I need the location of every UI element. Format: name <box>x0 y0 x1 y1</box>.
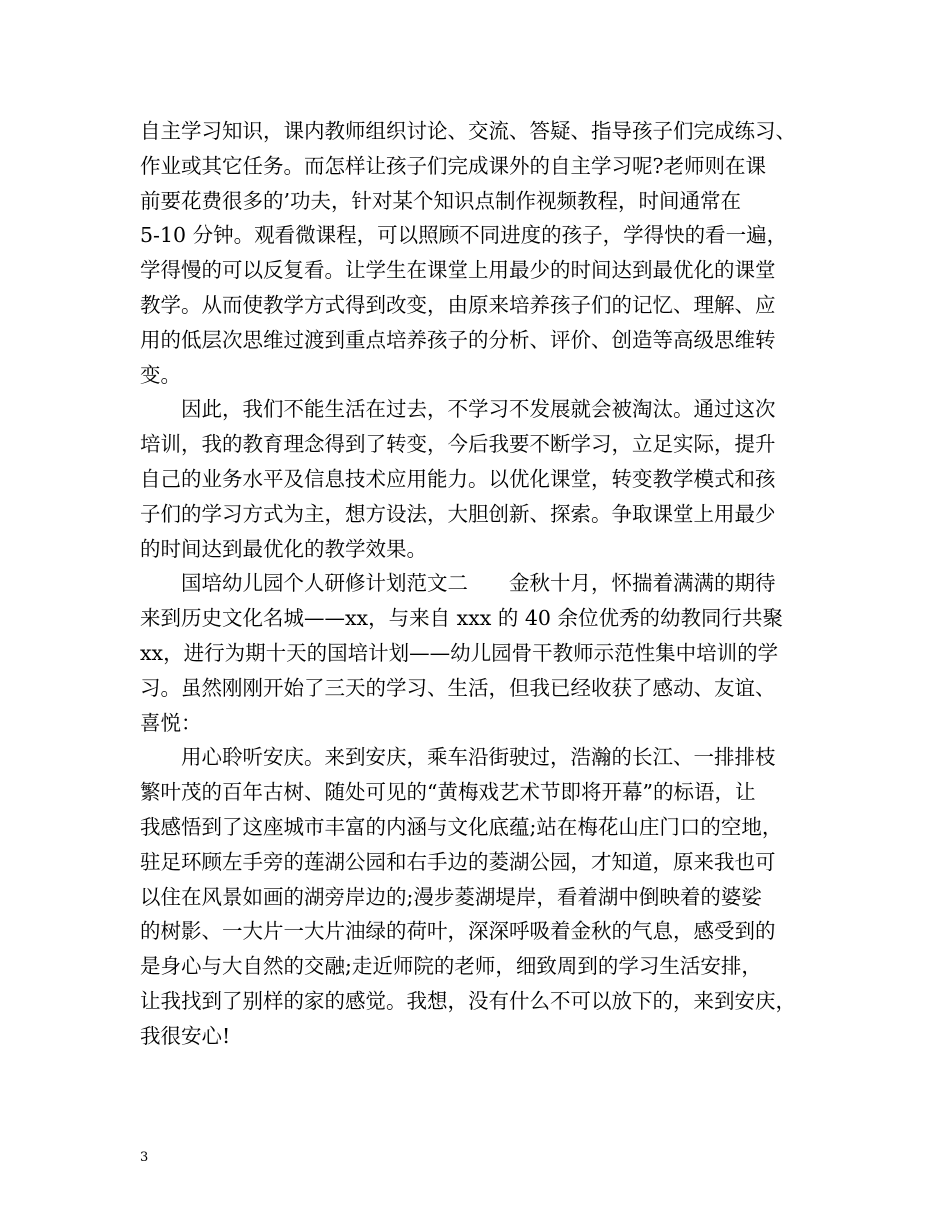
text-line: xx，进行为期十天的国培计划——幼儿园骨干教师示范性集中培训的学 <box>140 640 779 665</box>
text-line: 作业或其它任务。而怎样让孩子们完成课外的自主学习呢?老师则在课 <box>140 153 766 178</box>
text-line: 驻足环顾左手旁的莲湖公园和右手边的菱湖公园，才知道，原来我也可 <box>140 849 776 874</box>
text-line: 变。 <box>140 362 181 387</box>
text-line: 子们的学习方式为主，想方设法，大胆创新、探索。争取课堂上用最少 <box>140 501 776 526</box>
text-line: 培训，我的教育理念得到了转变，今后我要不断学习，立足实际，提升 <box>140 432 776 457</box>
text-line: 自主学习知识，课内教师组织讨论、交流、答疑、指导孩子们完成练习、 <box>140 119 796 143</box>
text-line: 的时间达到最优化的教学效果。 <box>140 536 427 561</box>
page-number: 3 <box>140 1150 149 1165</box>
text-line: 用的低层次思维过渡到重点培养孩子的分析、评价、创造等高级思维转 <box>140 327 776 352</box>
text-line: 用心聆听安庆。来到安庆，乘车沿街驶过，浩瀚的长江、一排排枝 <box>181 745 776 770</box>
text-line: 因此，我们不能生活在过去，不学习不发展就会被淘汰。通过这次 <box>181 397 776 422</box>
text-line: 喜悦： <box>140 710 202 735</box>
text-line: 的树影、一大片一大片油绿的荷叶，深深呼吸着金秋的气息，感受到的 <box>140 919 776 944</box>
document-body <box>140 114 830 1054</box>
text-line: 以住在风景如画的湖旁岸边的;漫步菱湖堤岸，看着湖中倒映着的婆娑 <box>140 884 762 909</box>
text-line: 学得慢的可以反复看。让学生在课堂上用最少的时间达到最优化的课堂 <box>140 258 776 283</box>
text-line: 让我找到了别样的家的感觉。我想，没有什么不可以放下的，来到安庆， <box>140 988 796 1013</box>
text-line: 5-10 分钟。观看微课程，可以照顾不同进度的孩子，学得快的看一遍， <box>140 223 788 248</box>
text-line: 自己的业务水平及信息技术应用能力。以优化课堂，转变教学模式和孩 <box>140 466 776 491</box>
text-line: 我感悟到了这座城市丰富的内涵与文化底蕴;站在梅花山庄门口的空地， <box>140 814 783 839</box>
text-line: 我很安心! <box>140 1023 231 1048</box>
text-line: 来到历史文化名城——xx，与来自 xxx 的 40 余位优秀的幼教同行共聚 <box>140 606 783 631</box>
text-line: 习。虽然刚刚开始了三天的学习、生活，但我已经收获了感动、友谊、 <box>140 675 776 700</box>
text-line: 前要花费很多的’功夫，针对某个知识点制作视频教程，时间通常在 <box>140 188 742 213</box>
text-line: 繁叶茂的百年古树、随处可见的“黄梅戏艺术节即将开幕”的标语，让 <box>140 780 756 805</box>
text-line: 是身心与大自然的交融;走近师院的老师，细致周到的学习生活安排， <box>140 954 762 979</box>
text-line: 教学。从而使教学方式得到改变，由原来培养孩子们的记忆、理解、应 <box>140 292 776 317</box>
text-line: 国培幼儿园个人研修计划范文二 金秋十月，怀揣着满满的期待 <box>181 571 776 596</box>
